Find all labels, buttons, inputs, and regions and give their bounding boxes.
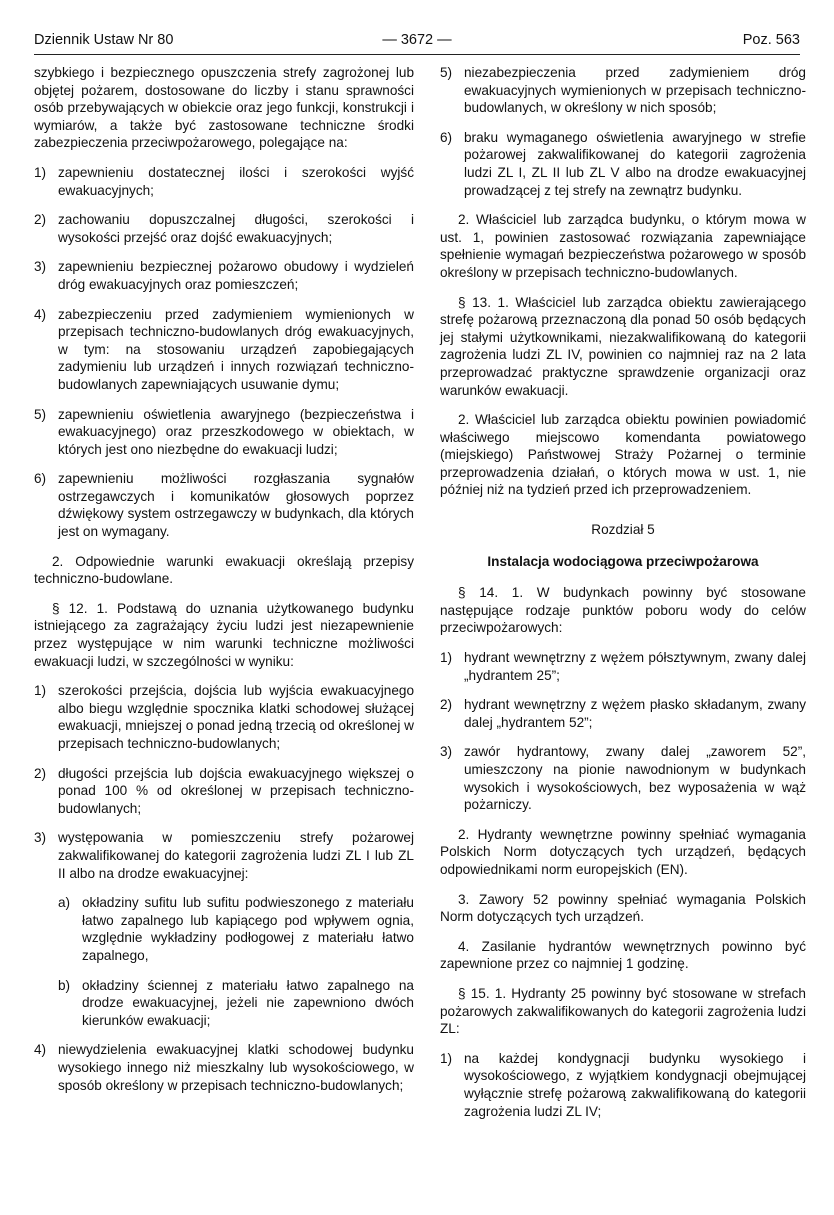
item-number: 3) (440, 744, 453, 760)
list-item (440, 696, 806, 731)
item-number: 5) (440, 65, 453, 80)
subitem-letter: a) (58, 895, 71, 911)
item-text: na każdej kondygnacji budynku wysokiego i wysokościowego, z wyjątkiem kondygnacji obejmującej wyłącznie strefę pożarową zakwalifikowaną do kategorii zagrożenia ludzi ZL IV; (464, 1050, 806, 1119)
left-column (34, 64, 414, 1106)
item-number: 1) (440, 1050, 453, 1066)
item-number: 6) (440, 129, 453, 145)
list-item (34, 306, 414, 394)
section-13-paragraph-2: 2. Właściciel lub zarządca obiektu powinien powiadomić właściwego miejscowo komendanta powiatowego (miejskiego) Państwowej Straży Pożarnej o terminie przeprowadzenia działań, o których mowa w ust. 1, nie później niż na tydzień przed ich przeprowadzeniem. (440, 412, 806, 498)
item-number: 2) (440, 697, 453, 713)
section-14-paragraph: § 14. 1. W budynkach powinny być stosowane następujące rodzaje punktów poboru wody do celów przeciwpożarowych: (440, 585, 806, 636)
item-text: braku wymaganego oświetlenia awaryjnego w strefie pożarowej zakwalifikowanej do kategorii zagrożenia ludzi ZL I, ZL II lub ZL V albo na drodze ewakuacyjnej prowadzącej z tej strefy na zewnątrz budynku. (464, 129, 806, 198)
list-item (34, 211, 414, 246)
list-item (34, 829, 414, 882)
item-text: szerokości przejścia, dojścia lub wyjścia ewakuacyjnego albo biegu względnie spocznika klatki schodowej służącej ewakuacji, mniejszej o ponad jedną trzecią od określonej w przepisach techniczno-budowlanych; (58, 683, 414, 751)
intro-paragraph: szybkiego i bezpiecznego opuszczenia strefy zagrożonej lub objętej pożarem, dostosowane do liczby i stanu sprawności osób przebywających w obiekcie oraz jego funkcji, konstrukcji i wymiarów, a także być zastosowane techniczne środki zabezpieczenia przeciwpożarowego, polegające na: (34, 65, 414, 151)
section-12-paragraph-2: 2. Właściciel lub zarządca budynku, o którym mowa w ust. 1, powinien zastosować rozwiązania zapewniające spełnienie wymagań bezpieczeństwa pożarowego w sposób określony w przepisach techniczno-budowlanych. (440, 212, 806, 280)
item-text: zapewnieniu możliwości rozgłaszania sygnałów ostrzegawczych i komunikatów głosowych poprzez dźwiękowy system ostrzegawczy w budynkach, dla których jest on wymagany. (58, 471, 414, 540)
list-item (440, 64, 806, 117)
list-item (34, 470, 414, 540)
item-text: niezabezpieczenia przed zadymieniem dróg ewakuacyjnych wymienionych w przepisach techniczno-budowlanych, w określony w nich sposób; (464, 65, 806, 116)
list-item (34, 258, 414, 293)
sub-list-item (34, 894, 414, 964)
list-item (34, 765, 414, 818)
item-number: 4) (34, 306, 47, 322)
journal-title: Dziennik Ustaw Nr 80 (34, 32, 174, 48)
item-text: długości przejścia lub dojścia ewakuacyjnego większej o ponad 100 % od określonej w przepisach techniczno-budowlanych; (58, 765, 414, 816)
item-number: 3) (34, 830, 47, 846)
right-column (440, 64, 806, 1132)
item-text: zachowaniu dopuszczalnej długości, szerokości i wysokości przejść oraz dojść ewakuacyjnych; (58, 212, 414, 245)
item-number: 6) (34, 471, 47, 487)
list-item (440, 649, 806, 684)
item-number: 3) (34, 259, 47, 275)
section-14-paragraph-2: 2. Hydranty wewnętrzne powinny spełniać wymagania Polskich Norm dotyczących tych urządzeń, będących odpowiednikami norm europejskich (EN). (440, 826, 806, 877)
page-number: — 3672 — (382, 32, 452, 48)
chapter-title: Instalacja wodociągowa przeciwpożarowa (487, 553, 759, 569)
subitem-letter: b) (58, 977, 71, 993)
item-number: 2) (34, 765, 47, 781)
item-text: hydrant wewnętrzny z wężem płasko składanym, zwany dalej „hydrantem 52”; (464, 697, 806, 730)
section-15-paragraph: § 15. 1. Hydranty 25 powinny być stosowane w strefach pożarowych zakwalifikowanych do kategorii zagrożenia ludzi ZL: (440, 985, 806, 1037)
subitem-text: okładziny ściennej z materiału łatwo zapalnego na drodze ewakuacyjnej, jeżeli nie zapewniono dwóch kierunków ewakuacji; (82, 977, 414, 1028)
item-text: zapewnieniu bezpiecznej pożarowo obudowy i wydzieleń dróg ewakuacyjnych oraz pomieszczeń; (58, 259, 414, 292)
list-item (440, 1050, 806, 1120)
subitem-text: okładziny sufitu lub sufitu podwieszonego z materiału łatwo zapalnego lub kapiącego pod wpływem ognia, względnie wykładziny podłogowej z materiału łatwo zapalnego, (82, 895, 414, 963)
item-number: 1) (34, 164, 47, 180)
position-number: Poz. 563 (742, 32, 800, 48)
item-text: niewydzielenia ewakuacyjnej klatki schodowej budynku wysokiego innego niż mieszkalny lub wysokościowego, w sposób określony w przepisach techniczno-budowlanych; (58, 1042, 414, 1093)
item-text: zawór hydrantowy, zwany dalej „zaworem 52”, umieszczony na pionie nawodnionym w budynkach wysokich i wysokościowych, bez wyposażenia w wąż pożarniczy. (464, 744, 806, 813)
section-12-paragraph: § 12. 1. Podstawą do uznania użytkowanego budynku istniejącego za zagrażający życiu ludzi jest niezapewnienie przez występujące w nim warunki techniczne możliwości ewakuacji ludzi, w szczególności w wyniku: (34, 600, 414, 669)
header-rule (34, 54, 800, 55)
list-item (34, 406, 414, 459)
item-number: 1) (34, 683, 47, 699)
item-text: zapewnieniu oświetlenia awaryjnego (bezpieczeństwa i ewakuacyjnego) oraz przeszkodowego w obiektach, w których jest ono niezbędne do ewakuacji ludzi; (58, 406, 414, 457)
item-number: 5) (34, 406, 47, 422)
item-number: 4) (34, 1042, 47, 1058)
section-13-paragraph: § 13. 1. Właściciel lub zarządca obiektu zawierającego strefę pożarową przeznaczoną dla ponad 50 osób będących jej stałymi użytkownikami, niezakwalifikowaną do kategorii zagrożenia ludzi ZL IV, powinien co najmniej raz na 2 lata przeprowadzać praktyczne sprawdzenie organizacji oraz warunków ewakuacji. (440, 294, 806, 398)
item-text: hydrant wewnętrzny z wężem półsztywnym, zwany dalej „hydrantem 25”; (464, 650, 806, 683)
paragraph-2: 2. Odpowiednie warunki ewakuacji określają przepisy techniczno-budowlane. (34, 553, 414, 587)
item-text: występowania w pomieszczeniu strefy pożarowej zakwalifikowanej do kategorii zagrożenia ludzi ZL I lub ZL II albo na drodze ewakuacyjnej: (58, 830, 414, 881)
item-text: zapewnieniu dostatecznej ilości i szerokości wyjść ewakuacyjnych; (58, 164, 414, 198)
list-item (34, 164, 414, 199)
list-item (34, 682, 414, 752)
item-text: zabezpieczeniu przed zadymieniem wymienionych w przepisach techniczno-budowlanych dróg ewakuacyjnych, w tym: na stosowaniu urządzeń zapobiegających zadymieniu lub urządzeń i innych rozwiązań techniczno-budowlanych zapewniających usuwanie dymu; (58, 306, 414, 392)
section-14-paragraph-4: 4. Zasilanie hydrantów wewnętrznych powinno być zapewnione przez co najmniej 1 godzinę. (440, 938, 806, 972)
item-number: 2) (34, 212, 47, 228)
sub-list-item (34, 977, 414, 1030)
chapter-heading: Rozdział 5 (591, 522, 655, 538)
item-number: 1) (440, 650, 453, 666)
list-item (440, 129, 806, 199)
section-14-paragraph-3: 3. Zawory 52 powinny spełniać wymagania Polskich Norm dotyczących tych urządzeń. (440, 891, 806, 925)
list-item (34, 1041, 414, 1094)
page-header (34, 30, 800, 52)
list-item (440, 743, 806, 813)
